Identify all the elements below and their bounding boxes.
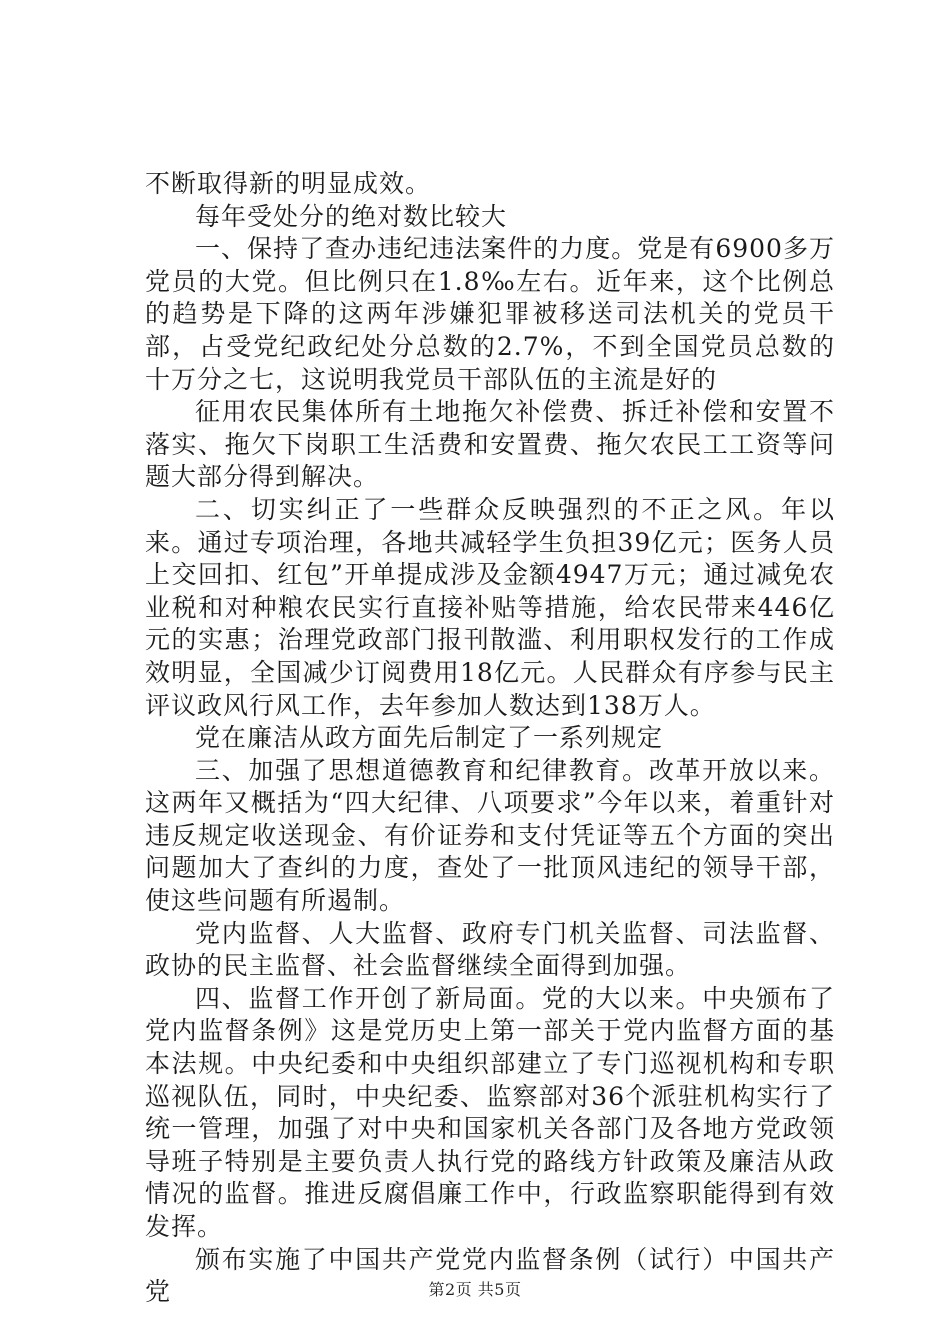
paragraph: 每年受处分的绝对数比较大 — [195, 201, 508, 231]
paragraph: 三、加强了思想道德教育和纪律教育。改革开放以来。这两年又概括为“四大纪律、八项要求”今年以来，着重针对违反规定收送现金、有价证券和支付凭证等五个方面的突出问题加大了查纠的力度，查处了一批顶风违纪的领导干部，使这些问题有所遏制。 — [145, 755, 835, 916]
paragraph: 党在廉洁从政方面先后制定了一系列规定 — [195, 723, 664, 753]
paragraph: 不断取得新的明显成效。 — [145, 169, 432, 198]
page-footer — [0, 1277, 950, 1300]
paragraph: 征用农民集体所有土地拖欠补偿费、拆迁补偿和安置不落实、拖欠下岗职工生活费和安置费、拖欠农民工工资等问题大部分得到解决。 — [145, 397, 835, 492]
page-number-label: 第2页 共5页 — [428, 1280, 522, 1299]
paragraph: 二、切实纠正了一些群众反映强烈的不正之风。年以来。通过专项治理，各地共减轻学生负担39亿元；医务人员上交回扣、红包”开单提成涉及金额4947万元；通过减免农业税和对种粮农民实行直接补贴等措施，给农民带来446亿元的实惠；治理党政部门报刊散滥、利用职权发行的工作成效明显，全国减少订阅费用18亿元。人民群众有序参与民主评议政风行风工作，去年参加人数达到138万人。 — [145, 494, 835, 720]
paragraph: 四、监督工作开创了新局面。党的大以来。中央颁布了党内监督条例》这是党历史上第一部关于党内监督方面的基本法规。中央纪委和中央组织部建立了专门巡视机构和专职巡视队伍，同时，中央纪委、监察部对36个派驻机构实行了统一管理，加强了对中央和国家机关各部门及各地方党政领导班子特别是主要负责人执行党的路线方针政策及廉洁从政情况的监督。推进反腐倡廉工作中，行政监察职能得到有效发挥。 — [145, 983, 835, 1241]
paragraph: 一、保持了查办违纪违法案件的力度。党是有6900多万党员的大党。但比例只在1.8‰左右。近年来，这个比例总的趋势是下降的这两年涉嫌犯罪被移送司法机关的党员干部，占受党纪政纪处分总数的2.7%，不到全国党员总数的十万分之七，这说明我党员干部队伍的主流是好的 — [145, 234, 835, 394]
paragraph: 颁布实施了中国共产党党内监督条例（试行）中国共产党 — [145, 1244, 835, 1307]
paragraph: 党内监督、人大监督、政府专门机关监督、司法监督、政协的民主监督、社会监督继续全面得到加强。 — [145, 918, 835, 981]
document-body — [145, 168, 835, 1309]
